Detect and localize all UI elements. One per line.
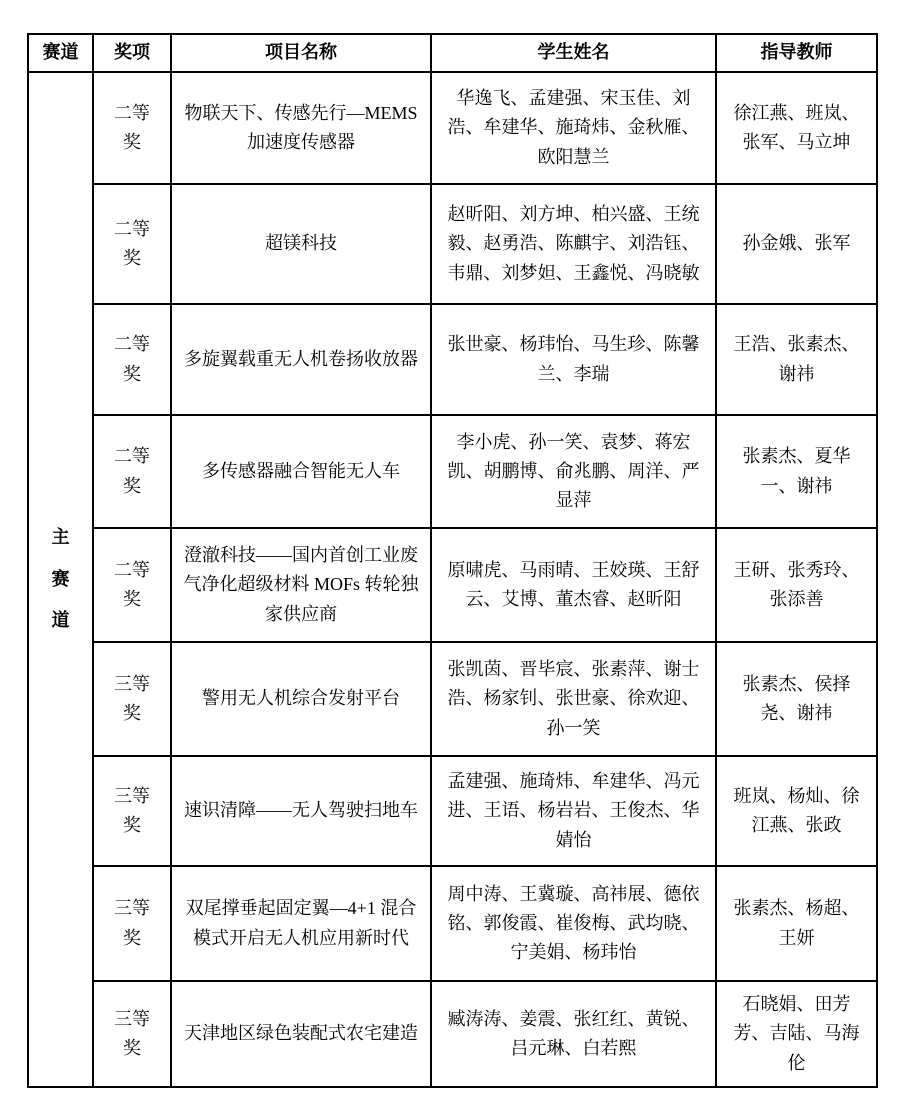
award-cell: 二等奖 [93, 72, 171, 184]
table-row [28, 528, 877, 642]
project-cell: 速识清障——无人驾驶扫地车 [171, 756, 431, 866]
track-cell [28, 72, 93, 1087]
project-cell: 物联天下、传感先行—MEMS 加速度传感器 [171, 72, 431, 184]
students-cell: 孟建强、施琦炜、牟建华、冯元进、王语、杨岩岩、王俊杰、华婧怡 [431, 756, 716, 866]
project-cell: 超镁科技 [171, 184, 431, 304]
project-cell: 澄澈科技——国内首创工业废气净化超级材料 MOFs 转轮独家供应商 [171, 528, 431, 642]
students-cell: 赵昕阳、刘方坤、柏兴盛、王统毅、赵勇浩、陈麒宇、刘浩钰、韦鼎、刘梦妲、王鑫悦、冯晓敏 [431, 184, 716, 304]
table-row [28, 304, 877, 415]
teachers-cell: 张素杰、侯择尧、谢祎 [716, 642, 877, 756]
teachers-cell: 张素杰、杨超、王妍 [716, 866, 877, 981]
award-cell: 三等奖 [93, 642, 171, 756]
award-cell: 二等奖 [93, 184, 171, 304]
track-label: 主赛道 [51, 527, 70, 631]
students-cell: 李小虎、孙一笑、袁梦、蒋宏凯、胡鹏博、俞兆鹏、周洋、严显萍 [431, 415, 716, 528]
project-cell: 警用无人机综合发射平台 [171, 642, 431, 756]
students-cell: 周中涛、王冀璇、高祎展、德依铭、郭俊霞、崔俊梅、武均晓、宁美娟、杨玮怡 [431, 866, 716, 981]
award-cell: 二等奖 [93, 304, 171, 415]
header-cell-teachers: 指导教师 [716, 34, 877, 72]
teachers-cell: 王浩、张素杰、谢祎 [716, 304, 877, 415]
project-cell: 天津地区绿色装配式农宅建造 [171, 981, 431, 1087]
award-cell: 三等奖 [93, 866, 171, 981]
table-row [28, 756, 877, 866]
table-row [28, 866, 877, 981]
students-cell: 张世豪、杨玮怡、马生珍、陈馨兰、李瑞 [431, 304, 716, 415]
table-row [28, 642, 877, 756]
awards-table [27, 33, 878, 1088]
teachers-cell: 孙金娥、张军 [716, 184, 877, 304]
award-cell: 二等奖 [93, 528, 171, 642]
teachers-cell: 班岚、杨灿、徐江燕、张政 [716, 756, 877, 866]
project-cell: 双尾撑垂起固定翼—4+1 混合模式开启无人机应用新时代 [171, 866, 431, 981]
teachers-cell: 王研、张秀玲、张添善 [716, 528, 877, 642]
award-cell: 三等奖 [93, 981, 171, 1087]
teachers-cell: 徐江燕、班岚、张军、马立坤 [716, 72, 877, 184]
students-cell: 臧涛涛、姜震、张红红、黄锐、吕元琳、白若熙 [431, 981, 716, 1087]
project-cell: 多旋翼载重无人机卷扬收放器 [171, 304, 431, 415]
teachers-cell: 石晓娟、田芳芳、吉陆、马海伦 [716, 981, 877, 1087]
header-row [28, 34, 877, 72]
header-cell-students: 学生姓名 [431, 34, 716, 72]
students-cell: 原啸虎、马雨晴、王姣瑛、王舒云、艾博、董杰睿、赵昕阳 [431, 528, 716, 642]
header-cell-award: 奖项 [93, 34, 171, 72]
students-cell: 张凯茵、晋毕宸、张素萍、谢士浩、杨家钊、张世豪、徐欢迎、孙一笑 [431, 642, 716, 756]
students-cell: 华逸飞、孟建强、宋玉佳、刘浩、牟建华、施琦炜、金秋雁、欧阳慧兰 [431, 72, 716, 184]
header-cell-track: 赛道 [28, 34, 93, 72]
award-cell: 二等奖 [93, 415, 171, 528]
table-row [28, 72, 877, 184]
table-row [28, 981, 877, 1087]
teachers-cell: 张素杰、夏华一、谢祎 [716, 415, 877, 528]
award-cell: 三等奖 [93, 756, 171, 866]
table-row [28, 415, 877, 528]
header-cell-project: 项目名称 [171, 34, 431, 72]
table-row [28, 184, 877, 304]
project-cell: 多传感器融合智能无人车 [171, 415, 431, 528]
